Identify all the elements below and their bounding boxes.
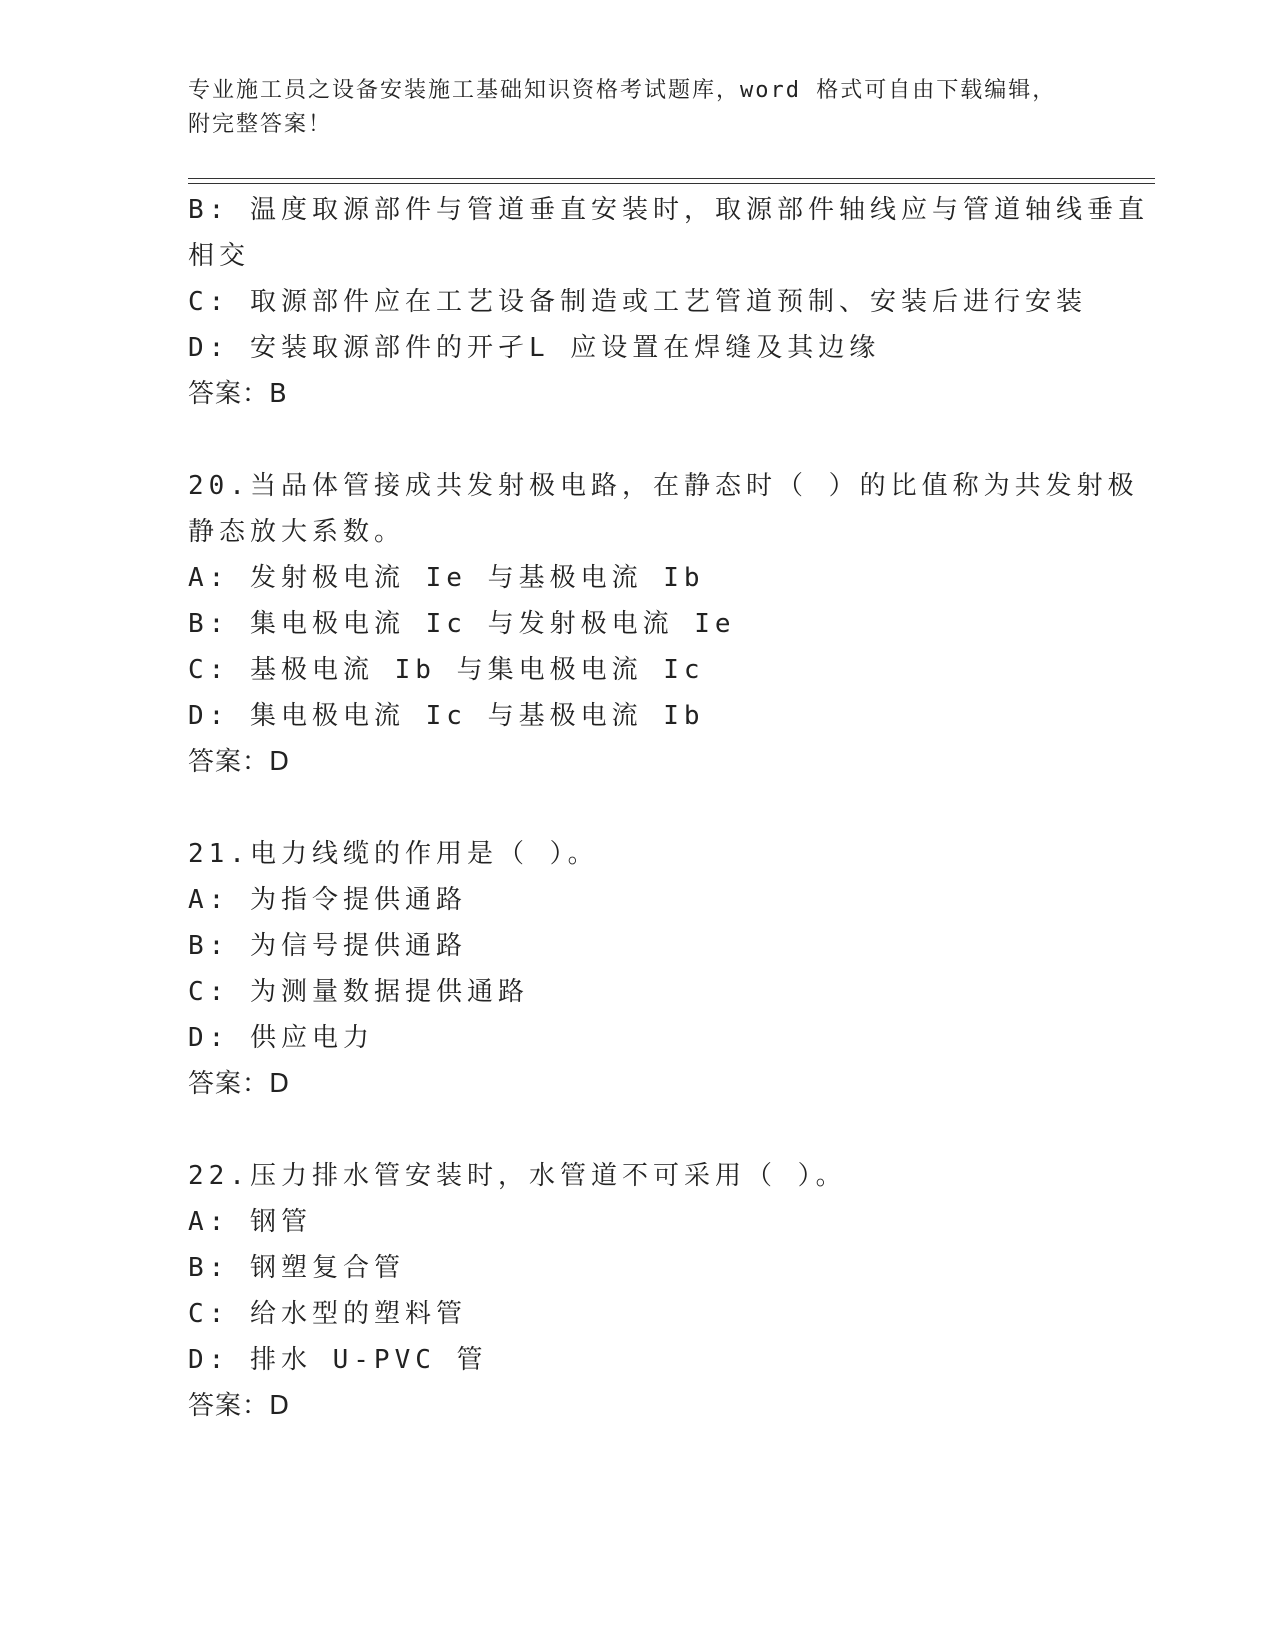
- question-block-22: [188, 1153, 1088, 1429]
- question-block-21: [188, 831, 1088, 1107]
- question-block-19: [188, 187, 1149, 417]
- question-stem-line-2: 静态放大系数。: [188, 517, 406, 547]
- question-stem: 21.电力线缆的作用是（ ）。: [188, 839, 599, 869]
- question-list: [188, 187, 1149, 1429]
- spacer: [188, 785, 1088, 831]
- option-a: A: 钢管: [188, 1207, 312, 1237]
- option-c: C: 取源部件应在工艺设备制造或工艺管道预制、安装后进行安装: [188, 287, 1087, 317]
- option-c: C: 为测量数据提供通路: [188, 977, 529, 1007]
- question-block-20: [188, 463, 1139, 785]
- answer: 答案：D: [188, 747, 291, 777]
- option-b: B: 为信号提供通路: [188, 931, 467, 961]
- document-header: [188, 74, 1088, 142]
- question-stem-line-1: 20.当品体管接成共发射极电路，在静态时（ ）的比值称为共发射极: [188, 471, 1139, 501]
- option-c: C: 给水型的塑料管: [188, 1299, 467, 1329]
- question-stem: 22.压力排水管安装时，水管道不可采用（ ）。: [188, 1161, 847, 1191]
- header-line-1: 专业施工员之设备安装施工基础知识资格考试题库，word 格式可自由下载编辑，: [188, 78, 1057, 103]
- option-b-line-1: B: 温度取源部件与管道垂直安装时，取源部件轴线应与管道轴线垂直: [188, 195, 1149, 225]
- header-divider-bottom: [188, 183, 1155, 184]
- option-b-line-2: 相交: [188, 241, 251, 271]
- header-line-2: 附完整答案！: [188, 112, 333, 137]
- option-b: B: 集电极电流 Ic 与发射极电流 Ie: [188, 609, 736, 639]
- spacer: [188, 1107, 1088, 1153]
- option-a: A: 为指令提供通路: [188, 885, 467, 915]
- header-divider-top: [188, 178, 1155, 179]
- option-d: D: 排水 U-PVC 管: [188, 1345, 488, 1375]
- answer: 答案：D: [188, 1069, 291, 1099]
- option-b: B: 钢塑复合管: [188, 1253, 405, 1283]
- spacer: [188, 417, 1088, 463]
- answer: 答案：B: [188, 379, 288, 409]
- option-d: D: 供应电力: [188, 1023, 374, 1053]
- option-a: A: 发射极电流 Ie 与基极电流 Ib: [188, 563, 705, 593]
- option-d: D: 安装取源部件的开孑L 应设置在焊缝及其边缘: [188, 333, 881, 363]
- answer: 答案：D: [188, 1391, 291, 1421]
- option-c: C: 基极电流 Ib 与集电极电流 Ic: [188, 655, 705, 685]
- option-d: D: 集电极电流 Ic 与基极电流 Ib: [188, 701, 705, 731]
